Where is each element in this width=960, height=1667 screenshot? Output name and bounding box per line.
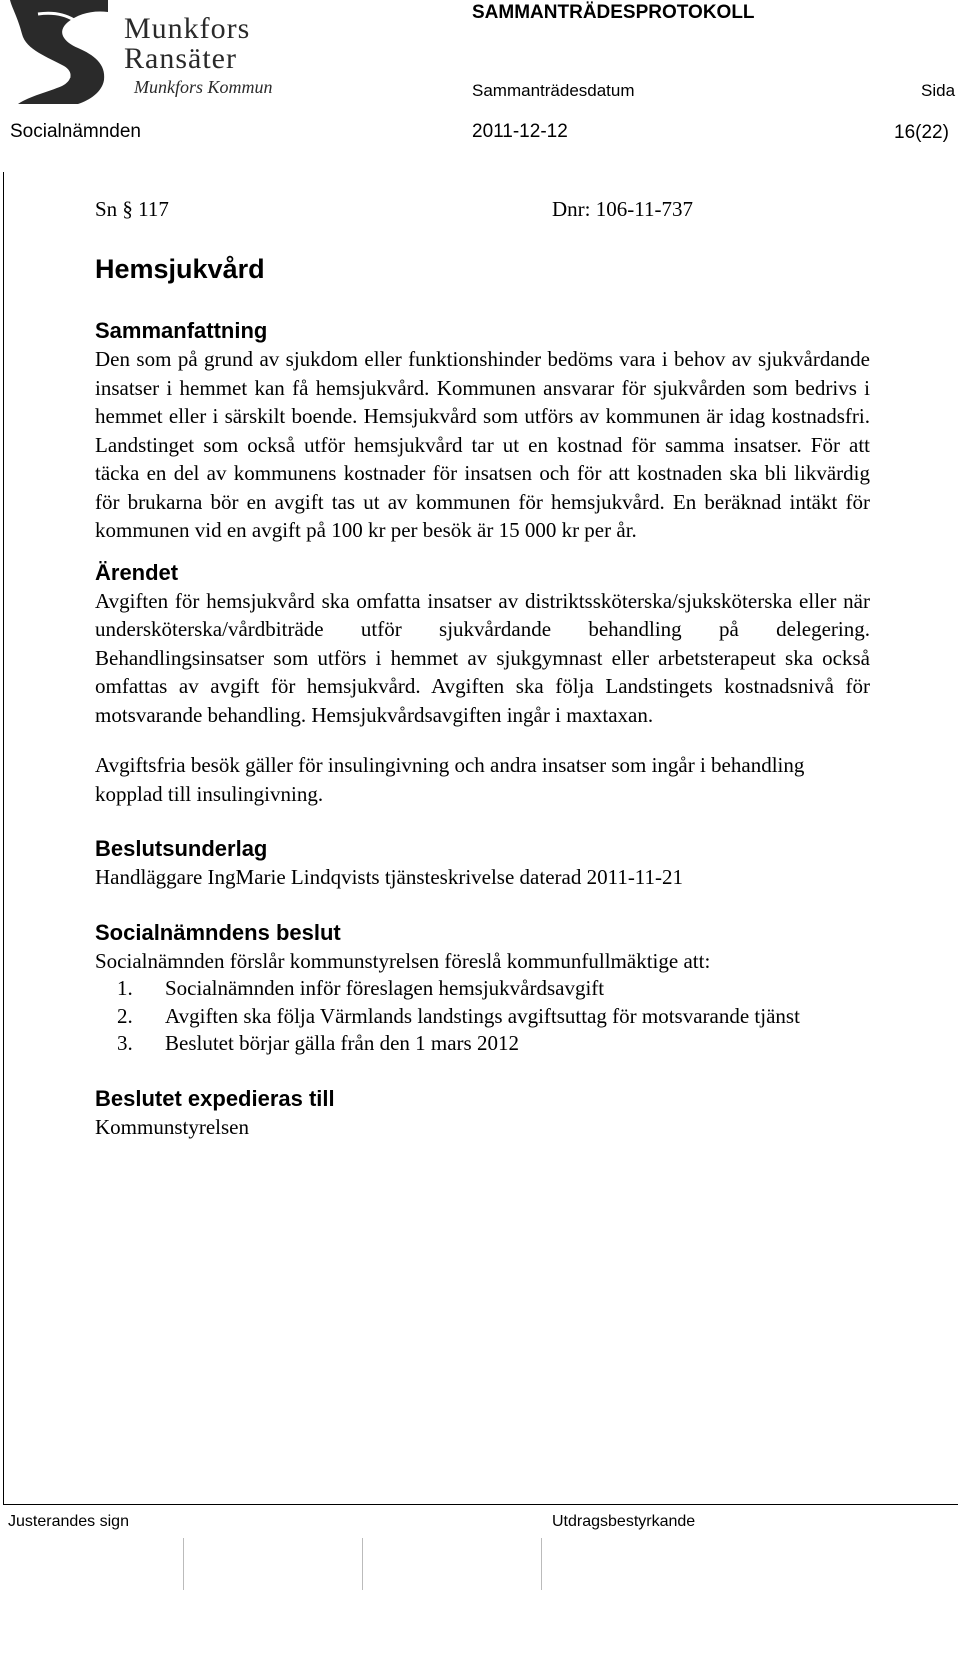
decision-intro: Socialnämnden förslår kommunstyrelsen föreslå kommunfullmäktige att:: [95, 948, 711, 973]
logo-line-2: Ransäter: [124, 42, 237, 75]
basis-heading: Beslutsunderlag: [95, 836, 268, 861]
dispatch-text: Kommunstyrelsen: [95, 1114, 249, 1139]
matter-paragraph-2: Avgiftsfria besök gäller för insulingivning och andra insatser som ingår i behandling kopplad till insulingivning.: [95, 753, 805, 806]
list-item: [95, 1030, 870, 1058]
page-number: 16(22): [894, 122, 949, 143]
signature-divider: [183, 1538, 184, 1590]
list-item-number: 3.: [117, 1031, 133, 1055]
decision-section: [95, 919, 870, 1058]
logo-line-3: Munkfors Kommun: [134, 77, 273, 97]
matter-section: [95, 559, 870, 809]
adjuster-signature-label: Justerandes sign: [8, 1513, 129, 1530]
dispatch-section: [95, 1085, 870, 1142]
logo-line-1: Munkfors: [124, 12, 251, 45]
footer-rule: [3, 1504, 958, 1505]
committee-name: Socialnämnden: [10, 121, 141, 142]
list-item-text: Avgiften ska följa Värmlands landstings avgiftsuttag för motsvarande tjänst: [165, 1003, 800, 1028]
summary-text: Den som på grund av sjukdom eller funktionshinder bedöms vara i behov av sjukvårdande insatser i hemmet kan få hemsjukvård. Kommunen ansvarar för sjukvården som bedrivs i hemmet eller i särskilt boende. Hemsjukvård som utförs av kommunen är idag kostnadsfri. Landstinget som också utför hemsjukvård tar ut en kostnad för samma insatser. För att täcka en del av kommunens kostnader för insatsen och för att kostnaden ska bli likvärdig för brukarna bör en avgift tas ut av kommunen för hemsjukvård. En beräknad intäkt för kommunen vid en avgift på 100 kr per besök är 15 000 kr per år.: [95, 347, 870, 542]
extract-certification-label: Utdragsbestyrkande: [552, 1513, 696, 1530]
case-reference: Sn § 117: [95, 197, 169, 221]
basis-text: Handläggare IngMarie Lindqvists tjänsteskrivelse daterad 2011-11-21: [95, 865, 684, 889]
document-type: SAMMANTRÄDESPROTOKOLL: [472, 2, 755, 23]
diary-number: Dnr: 106-11-737: [552, 197, 693, 221]
dispatch-heading: Beslutet expedieras till: [95, 1085, 335, 1111]
list-item-text: Socialnämnden inför föreslagen hemsjukvårdsavgift: [165, 976, 605, 1000]
left-margin-rule: [3, 172, 4, 1504]
document-body: [95, 197, 870, 1141]
list-item: [95, 1003, 870, 1031]
case-line: [95, 197, 870, 231]
basis-section: [95, 835, 870, 892]
meeting-date: 2011-12-12: [472, 121, 568, 142]
summary-section: [95, 317, 870, 545]
decision-heading: Socialnämndens beslut: [95, 919, 341, 945]
decision-list: [95, 975, 870, 1058]
matter-paragraph-1: Avgiften för hemsjukvård ska omfatta insatser av distriktssköterska/sjuksköterska eller när undersköterska/vårdbiträde utför sjukvårdande behandling på delegering. Behandlingsinsatser som utförs i hemmet av sjukgymnast eller arbetsterapeut ska också omfattas av avgift för hemsjukvård. Avgiften ska följa Landstingets kostnadsnivå för motsvarande behandling. Hemsjukvårdsavgiften ingår i maxtaxan.: [95, 588, 870, 727]
list-item-text: Beslutet börjar gälla från den 1 mars 2012: [165, 1031, 519, 1055]
list-item-number: 1.: [117, 976, 133, 1000]
page-label: Sida: [921, 81, 956, 100]
signature-divider: [541, 1538, 542, 1590]
summary-heading: Sammanfattning: [95, 318, 268, 343]
page-title: Hemsjukvård: [95, 254, 265, 284]
matter-heading: Ärendet: [95, 559, 179, 585]
logo-emblem-icon: [8, 0, 308, 104]
municipality-logo: [8, 0, 308, 104]
signature-divider: [362, 1538, 363, 1590]
list-item: [95, 975, 870, 1003]
list-item-number: 2.: [117, 1003, 133, 1028]
meeting-date-label: Sammanträdesdatum: [472, 81, 635, 100]
